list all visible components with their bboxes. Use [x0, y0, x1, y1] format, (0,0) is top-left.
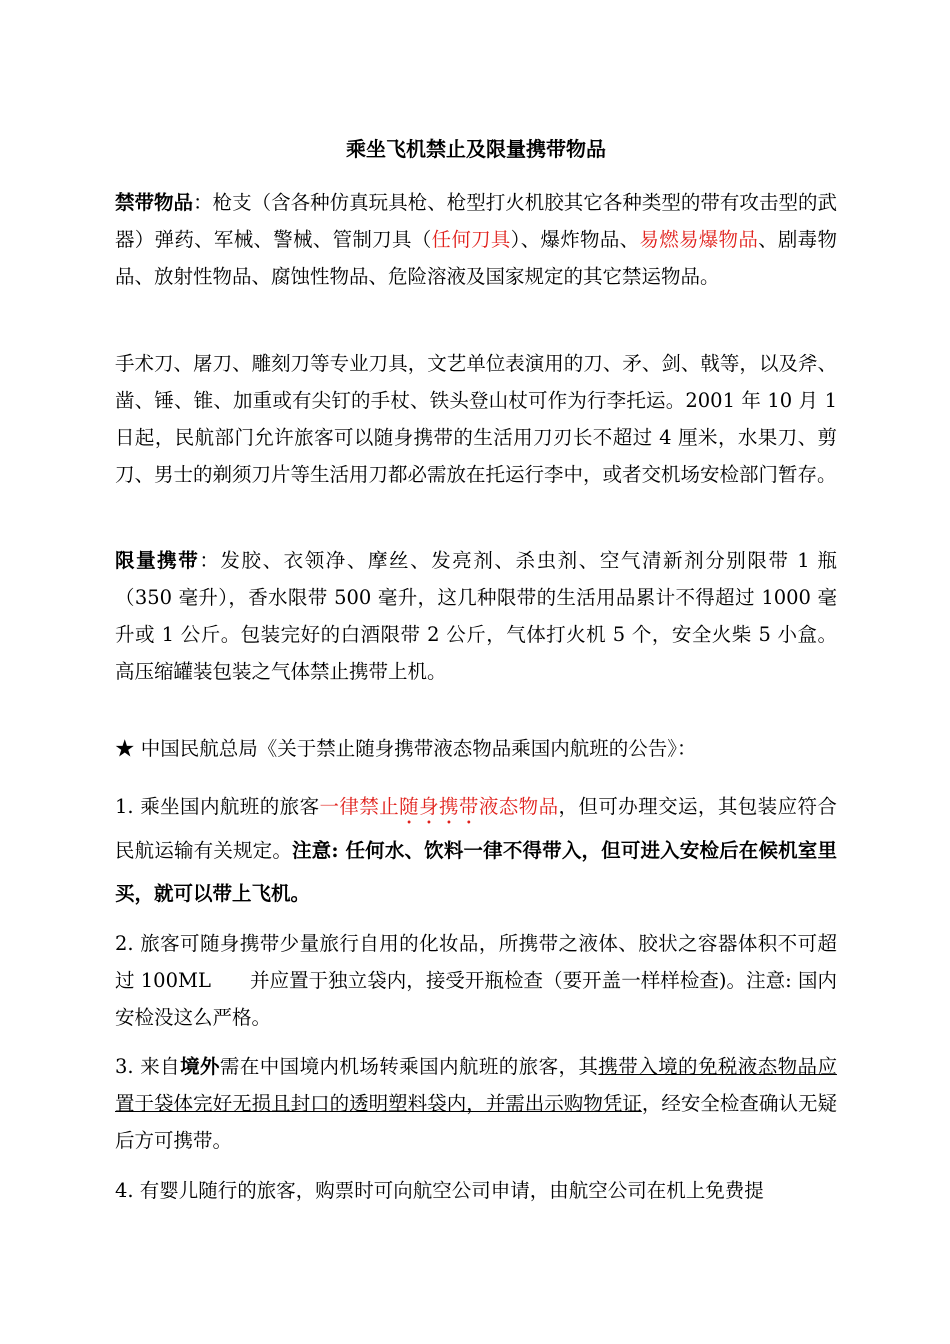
item-1-red-a: 一律禁止 — [319, 795, 400, 818]
item-1 — [115, 785, 837, 915]
prohibited-red-any-knife: 任何刀具 — [431, 228, 511, 251]
item-3-bold: 境外 — [180, 1055, 220, 1078]
item-3-text-3: ，经安全检查确认无疑后方可携带。 — [115, 1092, 837, 1152]
prohibited-label: 禁带物品 — [115, 191, 194, 214]
limited-paragraph — [115, 542, 837, 690]
item-4: 4. 有婴儿随行的旅客，购票时可向航空公司申请，由航空公司在机上免费提 — [115, 1179, 764, 1202]
prohibited-text-2: ）、爆炸物品、 — [510, 228, 640, 251]
prohibited-text-1: ：枪支（含各种仿真玩具枪、枪型打火机胶其它各种类型的带有攻击型的武器）弹药、军械、警械、管制刀具（ — [115, 191, 837, 251]
item-3-text-2: 需在中国境内机场转乘国内航班的旅客，其 — [219, 1055, 599, 1078]
item-3-underlined: 携带入境的免税液态物品应置于袋体完好无损且封口的透明塑料袋内，并需出示购物凭证 — [115, 1055, 837, 1115]
item-1-text-1: 1. 乘坐国内航班的旅客 — [115, 795, 320, 818]
item-1-text-2: ，但可办理交运，其包装应符合民航运输有关规定。 — [115, 795, 837, 862]
prohibited-red-flammable: 易燃易爆物品 — [639, 228, 759, 251]
item-2: 2. 旅客可随身携带少量旅行自用的化妆品，所携带之液体、胶状之容器体积不可超过 100ML 并应置于独立袋内，接受开瓶检查（要开盖一样样检查)。注意: 国内安检没这么严格。 — [115, 932, 837, 1029]
prohibited-text-3: 、剧毒物品、放射性物品、腐蚀性物品、危险溶液及国家规定的其它禁运物品。 — [115, 228, 837, 288]
limited-label: 限量携带 — [115, 549, 200, 572]
item-3-text-1: 3. 来自 — [115, 1055, 181, 1078]
limited-text: ：发胶、衣领净、摩丝、发亮剂、杀虫剂、空气清新剂分别限带 1 瓶（350 毫升），香水限带 500 毫升，这几种限带的生活用品累计不得超过 1000 毫升或 1 公斤。包装完好的白酒限带 2 公斤，气体打火机 5 个，安全火柴 5 小盒。 高压缩罐装包装之气体禁止携带上机。 — [115, 549, 837, 683]
knives-paragraph: 手术刀、屠刀、雕刻刀等专业刀具，文艺单位表演用的刀、矛、剑、戟等，以及斧、凿、锤、锥、加重或有尖钉的手杖、铁头登山杖可作为行李托运。2001 年 10 月 1 日起，民航部门允许旅客可以随身携带的生活用刀刃长不超过 4 厘米，水果刀、剪刀、男士的剃须刀片等生活用刀都必需放在托运行李中，或者交机场安检部门暂存。 — [115, 352, 837, 486]
item-1-red-b: 随身携带 — [399, 795, 479, 818]
item-3 — [115, 1048, 837, 1159]
prohibited-paragraph — [115, 184, 837, 295]
notice-heading: ★ 中国民航总局《关于禁止随身携带液态物品乘国内航班的公告》： — [115, 737, 697, 760]
page-title: 乘坐飞机禁止及限量携带物品 — [346, 137, 606, 161]
item-1-red-c: 液态物品 — [478, 795, 559, 818]
item-1-bold-note: 注意: 任何水、饮料一律不得带入，但可进入安检后在候机室里买，就可以带上飞机。 — [115, 839, 837, 905]
